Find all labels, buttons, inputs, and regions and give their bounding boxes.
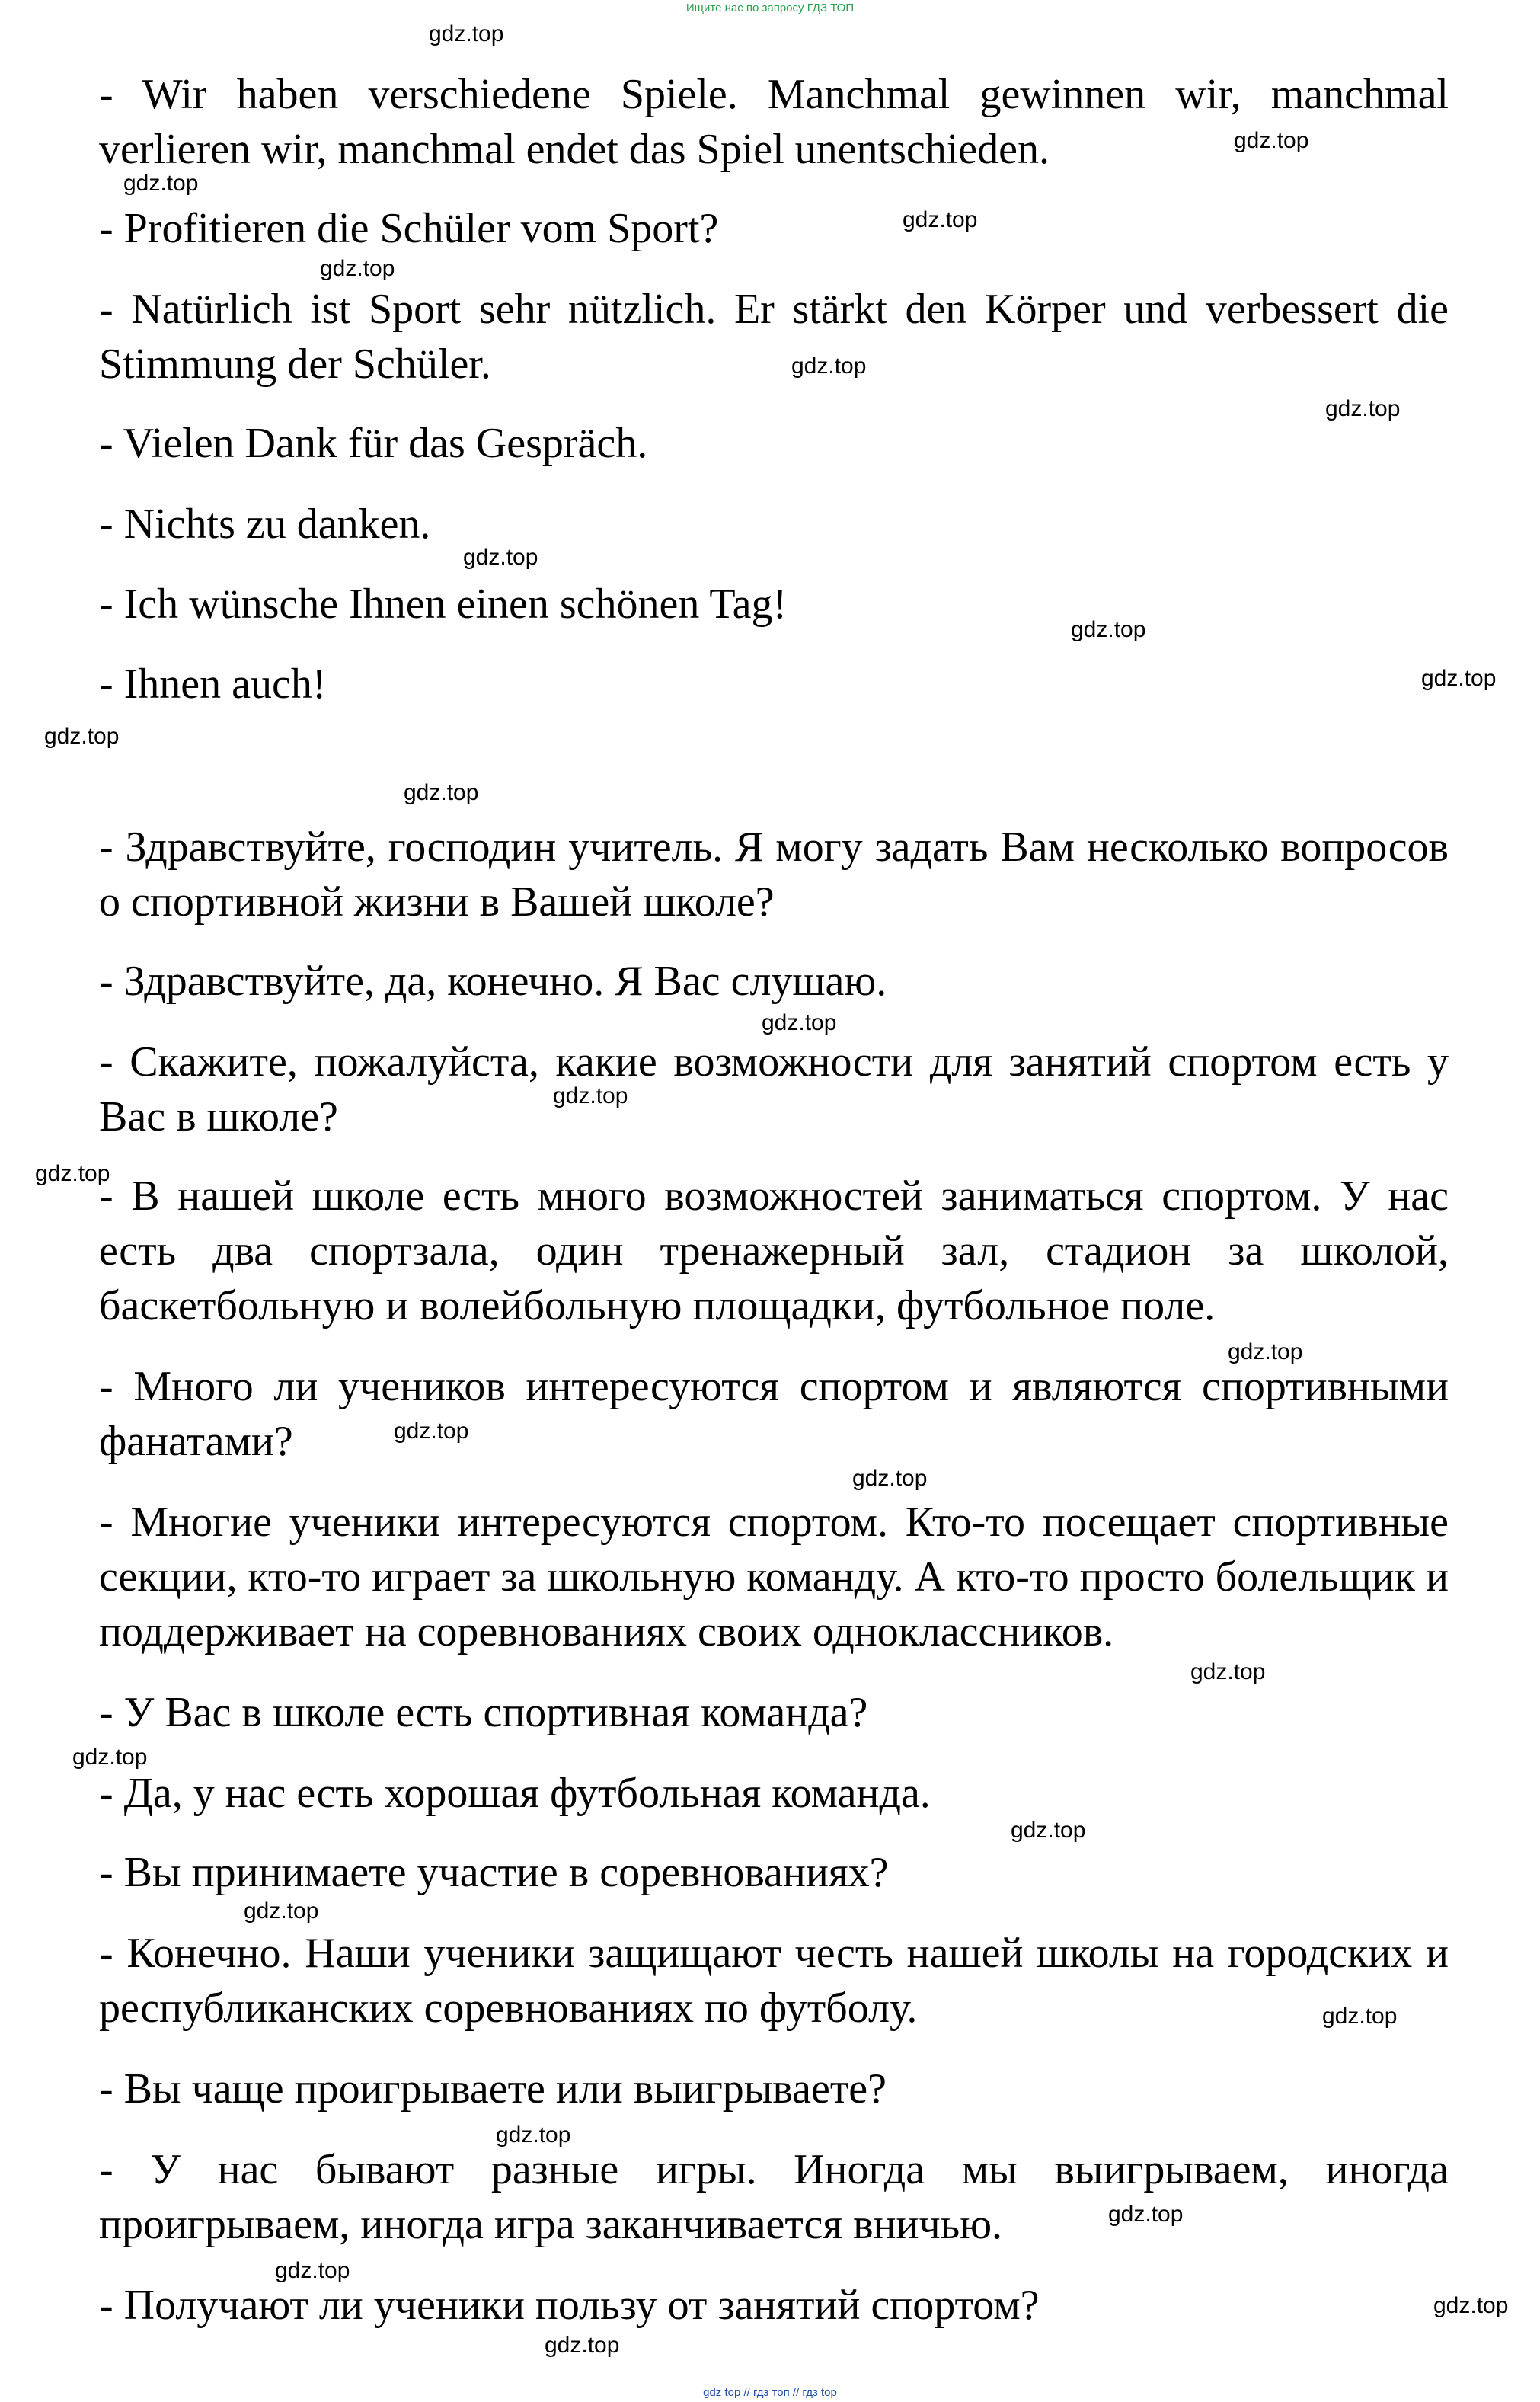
dialogue-line: - Конечно. Наши ученики защищают честь нашей школы на городских и республиканских соревнованиях по футболу.	[99, 1930, 1449, 2032]
dialogue-line: - Здравствуйте, господин учитель. Я могу задать Вам несколько вопросов о спортивной жизни в Вашей школе?	[99, 824, 1449, 926]
watermark: gdz.top	[244, 1898, 319, 1924]
watermark: gdz.top	[320, 256, 395, 281]
watermark: gdz.top	[903, 207, 978, 232]
dialogue-line: - Вы принимаете участие в соревнованиях?	[99, 1849, 889, 1896]
watermark: gdz.top	[762, 1010, 837, 1035]
watermark: gdz.top	[72, 1745, 148, 1770]
watermark: gdz.top	[1433, 2293, 1509, 2318]
dialogue-line: - Ich wünsche Ihnen einen schönen Tag!	[99, 581, 788, 628]
watermark: gdz.top	[1325, 396, 1401, 421]
dialogue-line: - У Вас в школе есть спортивная команда?	[99, 1689, 868, 1736]
dialogue-line: - В нашей школе есть много возможностей заниматься спортом. У нас есть два спортзала, один тренажерный зал, стадион за школой, баскетбольную и волейбольную площадки, футбольное поле.	[99, 1172, 1449, 1329]
watermark: gdz.top	[1322, 2004, 1398, 2029]
watermark: gdz.top	[791, 353, 867, 379]
footer-links: gdz top // гдз топ // гдз top	[703, 2386, 837, 2399]
watermark: gdz.top	[463, 545, 538, 570]
watermark: gdz.top	[553, 1083, 628, 1108]
watermark: gdz.top	[1421, 666, 1497, 691]
top-banner: Ищите нас по запросу ГДЗ ТОП	[685, 2, 855, 14]
watermark: gdz.top	[1228, 1339, 1303, 1364]
dialogue-line: - Скажите, пожалуйста, какие возможности для занятий спортом есть у Вас в школе?	[99, 1038, 1449, 1140]
dialogue-line: - Natürlich ist Sport sehr nützlich. Er stärkt den Körper und verbessert die Stimmung der Schüler.	[99, 286, 1449, 388]
watermark: gdz.top	[496, 2122, 571, 2148]
watermark: gdz.top	[1108, 2202, 1184, 2227]
watermark: gdz.top	[1071, 617, 1146, 642]
watermark: gdz.top	[394, 1418, 469, 1444]
watermark: gdz.top	[404, 780, 479, 805]
watermark: gdz.top	[852, 1466, 928, 1491]
watermark: gdz.top	[35, 1161, 110, 1186]
dialogue-line: - Да, у нас есть хорошая футбольная команда.	[99, 1770, 931, 1817]
dialogue-line: - Получают ли ученики пользу от занятий спортом?	[99, 2282, 1040, 2329]
dialogue-line: - Nichts zu danken.	[99, 501, 431, 548]
dialogue-line: - Здравствуйте, да, конечно. Я Вас слушаю.	[99, 958, 887, 1005]
dialogue-line: - Vielen Dank für das Gespräch.	[99, 420, 648, 467]
watermark: gdz.top	[1234, 128, 1309, 153]
watermark: gdz.top	[123, 171, 199, 196]
dialogue-line: - Wir haben verschiedene Spiele. Manchmal gewinnen wir, manchmal verlieren wir, manchmal endet das Spiel unentschieden.	[99, 71, 1449, 173]
watermark: gdz.top	[1011, 1818, 1086, 1843]
dialogue-line: - Многие ученики интересуются спортом. Кто-то посещает спортивные секции, кто-то играет за школьную команду. А кто-то просто болельщик и поддерживает на соревнованиях своих одноклассников.	[99, 1498, 1449, 1655]
dialogue-line: - Ihnen auch!	[99, 660, 327, 708]
dialogue-line: - Profitieren die Schüler vom Sport?	[99, 205, 719, 252]
watermark: gdz.top	[429, 21, 504, 46]
watermark: gdz.top	[275, 2258, 350, 2283]
watermark: gdz.top	[1190, 1659, 1266, 1684]
watermark: gdz.top	[545, 2333, 620, 2358]
dialogue-line: - У нас бывают разные игры. Иногда мы выигрываем, иногда проигрываем, иногда игра заканчивается вничью.	[99, 2146, 1449, 2248]
watermark: gdz.top	[44, 724, 120, 749]
dialogue-line: - Вы чаще проигрываете или выигрываете?	[99, 2065, 887, 2113]
dialogue-line: - Много ли учеников интересуются спортом и являются спортивными фанатами?	[99, 1363, 1449, 1465]
